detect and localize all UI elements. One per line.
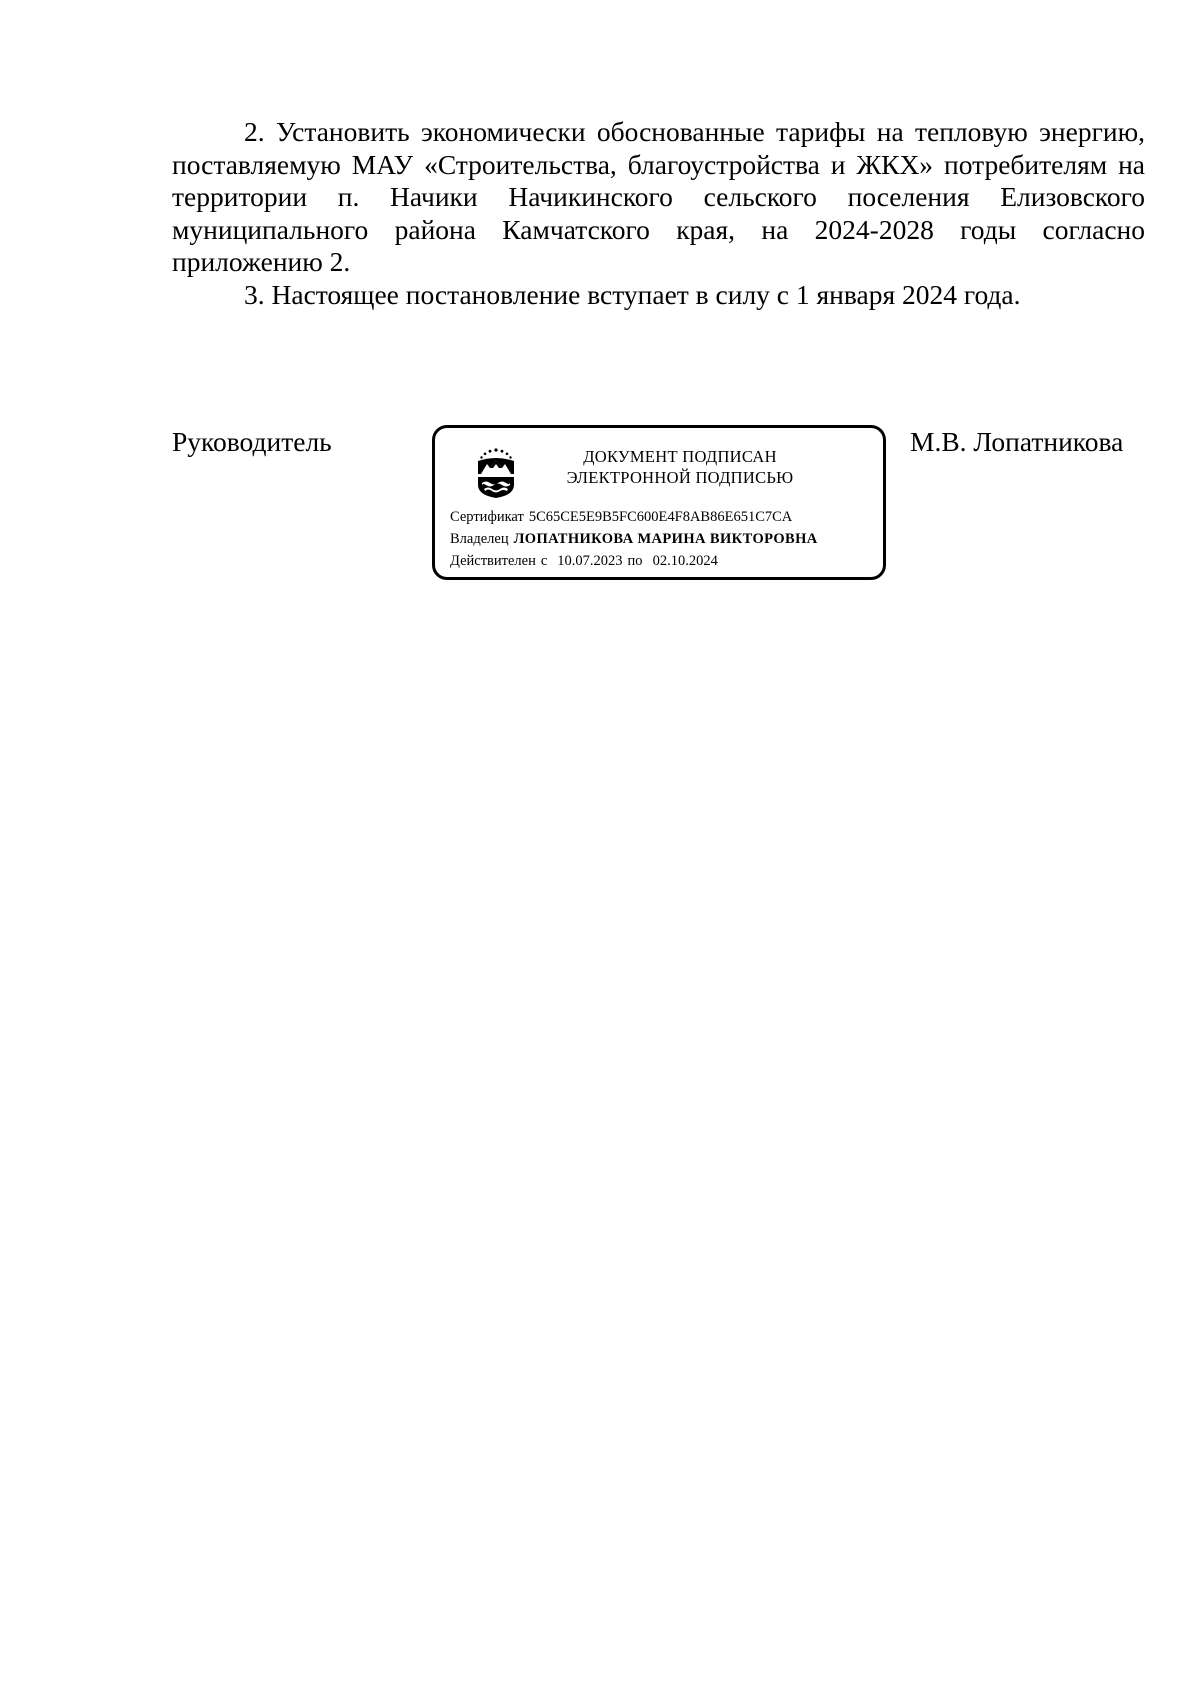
valid-to-date: 02.10.2024	[652, 553, 718, 569]
stamp-header	[535, 446, 825, 488]
paragraph-3: 3. Настоящее постановление вступает в силу с 1 января 2024 года.	[244, 278, 1021, 310]
certificate-row	[450, 506, 818, 528]
owner-row	[450, 528, 818, 550]
signer-name: М.В. Лопатникова	[910, 426, 1124, 457]
valid-label: Действителен	[450, 553, 536, 569]
valid-from-label: с	[540, 553, 548, 569]
certificate-value: 5C65CE5E9B5FC600E4F8AB86E651C7CA	[528, 509, 793, 525]
owner-label: Владелец	[450, 531, 509, 547]
signer-position: Руководитель	[172, 426, 332, 457]
signature-block	[0, 0, 1200, 600]
electronic-signature-stamp	[432, 425, 886, 580]
certificate-label: Сертификат	[450, 509, 524, 525]
stamp-header-line-1: ДОКУМЕНТ ПОДПИСАН	[583, 447, 777, 466]
valid-to-label: по	[627, 553, 643, 569]
kamchatka-coat-of-arms-icon	[471, 447, 521, 499]
stamp-header-line-2: ЭЛЕКТРОННОЙ ПОДПИСЬЮ	[566, 468, 794, 487]
owner-value: ЛОПАТНИКОВА МАРИНА ВИКТОРОВНА	[513, 531, 818, 547]
valid-from-date: 10.07.2023	[557, 553, 623, 569]
validity-row	[450, 550, 818, 572]
stamp-details	[450, 506, 818, 572]
paragraph-2: 2. Установить экономически обоснованные тарифы на тепловую энергию, поставляемую МАУ «Строительства, благоустройства и ЖКХ» потребителям на территории п. Начики Начикинского сельского поселения Елизовского муниципального района Камчатского края, на 2024-2028 годы согласно приложению 2.	[172, 116, 1145, 277]
